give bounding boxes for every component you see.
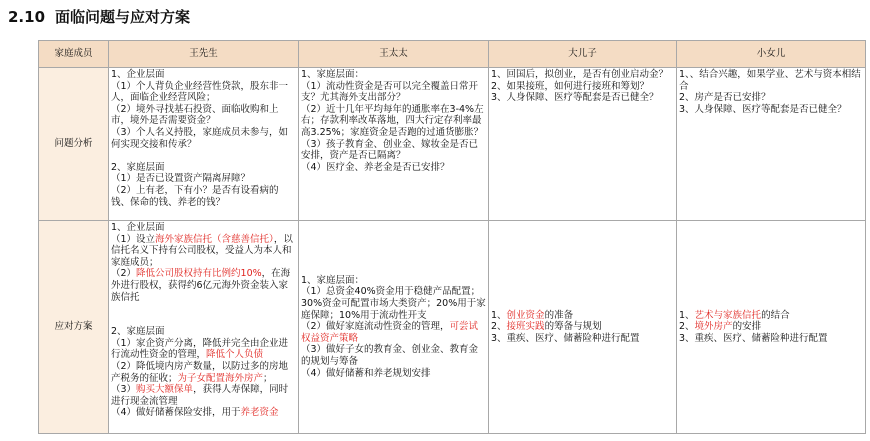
solution-text: 1、 <box>679 309 695 321</box>
solution-text: ； <box>263 372 273 384</box>
solution-text <box>111 268 296 303</box>
solution-text <box>111 384 296 407</box>
highlight-text: 可尝试权益资产策略 <box>301 321 479 344</box>
table-row-solution <box>39 221 866 434</box>
highlight-text: 养老资金 <box>240 407 279 419</box>
solution-text <box>491 321 674 333</box>
solution-text: ，在海外进行股权，获得约6亿元海外资金装入家族信托 <box>111 268 291 303</box>
solution-text: （1）家企资产分离，降低并完全由企业进行流动性资金的管理， <box>111 337 289 361</box>
cell-solution-mrs-wang <box>299 221 489 434</box>
highlight-text: 海外家族信托（含慈善信托） <box>155 233 274 245</box>
highlight-text: 为子女配置海外房产 <box>177 372 264 384</box>
cell-analysis-daughter: 1、、结合兴趣，如果学业、艺术与资本相结合 2、房产是否已安排？ 3、人身保障、医疗等配套是否已健全？ <box>677 68 866 221</box>
solution-text <box>111 338 296 361</box>
solution-text <box>491 310 674 322</box>
solution-text: （2）降低境内房产数量，以防过多的房地产税务的征收； <box>111 360 289 384</box>
section-number: 2.10 <box>8 8 46 26</box>
solution-text: 1、企业层面 <box>111 222 165 233</box>
solution-text <box>111 234 296 269</box>
highlight-text: 艺术与家族信托 <box>694 309 762 321</box>
row-label-solution: 应对方案 <box>39 221 109 434</box>
solution-text: 的结合 <box>761 309 790 321</box>
table-row-analysis <box>39 68 866 221</box>
solution-text: ，以信托名义下持有公司股权，受益人为本人和家庭成员； <box>111 233 293 268</box>
header-member: 家庭成员 <box>39 41 109 68</box>
highlight-text: 接班实践 <box>506 321 545 333</box>
header-daughter: 小女儿 <box>677 41 866 68</box>
highlight-text: 降低公司股权持有比例约10% <box>136 268 262 280</box>
solution-text <box>301 321 486 344</box>
solution-text: 1、家庭层面： <box>301 274 365 286</box>
cell-analysis-mrs-wang: 1、家庭层面： （1）流动性资金是否可以完全覆盖日常开支？尤其海外支出部分？ （2）近十几年平均每年的通胀率在3-4%左右；存款利率改革落地，四大行定存利率最高3.25%；家庭资金是否跑的过通货膨胀？ （3）孩子教育金、创业金、嫁妆金是否已安排，资产是否已隔离？ （4）医疗金、养老金是否已安排？ <box>299 68 489 221</box>
solution-text: 的准备 <box>544 309 574 321</box>
solution-text: （2） <box>111 268 137 280</box>
solution-text: 的安排 <box>732 321 762 333</box>
cell-analysis-mr-wang: 1、企业层面 （1）个人背负企业经营性贷款，股东非一人，面临企业经营风险； （2）境外寻找基石投资、面临收购和上市，境外是否需要资金？ （3）个人名义持股，家庭成员未参与，如何实现交接和传承？ 2、家庭层面 （1）是否已设置资产隔离屏障？ （2）上有老，下有小？是否有设看病的钱、保命的钱、养老的钱？ <box>109 68 299 221</box>
table-header-row <box>39 41 866 68</box>
row-label-analysis: 问题分析 <box>39 68 109 221</box>
cell-analysis-son: 1、回国后，拟创业，是否有创业启动金？ 2、如果接班，如何进行接班和筹划？ 3、人身保障、医疗等配套是否已健全？ <box>489 68 677 221</box>
solution-text: （3） <box>111 384 137 396</box>
solution-text: 2、 <box>679 321 695 333</box>
solution-text: （1）设立 <box>111 233 156 245</box>
cell-solution-daughter <box>677 221 866 434</box>
solution-text: 2、 <box>491 321 507 333</box>
solution-text: （4）做好储蓄保险安排，用于 <box>111 407 241 419</box>
solution-text: （3）做好子女的教育金、创业金、教育金的规划与筹备 <box>301 344 479 367</box>
section-title <box>8 6 190 27</box>
solution-text <box>679 310 863 322</box>
highlight-text: 创业资金 <box>506 309 545 321</box>
solution-text: （4）做好储蓄和养老规划安排 <box>301 367 431 379</box>
solution-text <box>679 321 863 333</box>
cell-solution-son <box>489 221 677 434</box>
header-son: 大儿子 <box>489 41 677 68</box>
solution-text: 3、重疾、医疗、储蓄险种进行配置 <box>491 332 640 344</box>
solution-text: 3、重疾、医疗、储蓄险种进行配置 <box>679 332 828 344</box>
solution-text: （2）做好家庭流动性资金的管理， <box>301 321 450 333</box>
solution-text <box>111 407 296 419</box>
highlight-text: 境外房产 <box>694 321 733 333</box>
plan-table <box>38 40 866 434</box>
cell-solution-mr-wang <box>109 221 299 434</box>
solution-text: 的筹备与规划 <box>544 321 602 333</box>
header-mrs-wang: 王太太 <box>299 41 489 68</box>
highlight-text: 降低个人负债 <box>206 349 264 361</box>
solution-text: （1）总资金40%资金用于稳健产品配置；30%资金可配置市场大类资产；20%用于家庭保障；10%用于流动性开支 <box>301 286 486 321</box>
highlight-text: 购买大额保单 <box>136 384 194 396</box>
header-mr-wang: 王先生 <box>109 41 299 68</box>
solution-text: 1、 <box>491 309 507 321</box>
solution-text <box>111 361 296 384</box>
section-title-text: 面临问题与应对方案 <box>55 8 191 26</box>
solution-text: ，获得人寿保障，同时进行现金流管理 <box>111 384 289 407</box>
solution-text: 2、家庭层面 <box>111 326 165 338</box>
